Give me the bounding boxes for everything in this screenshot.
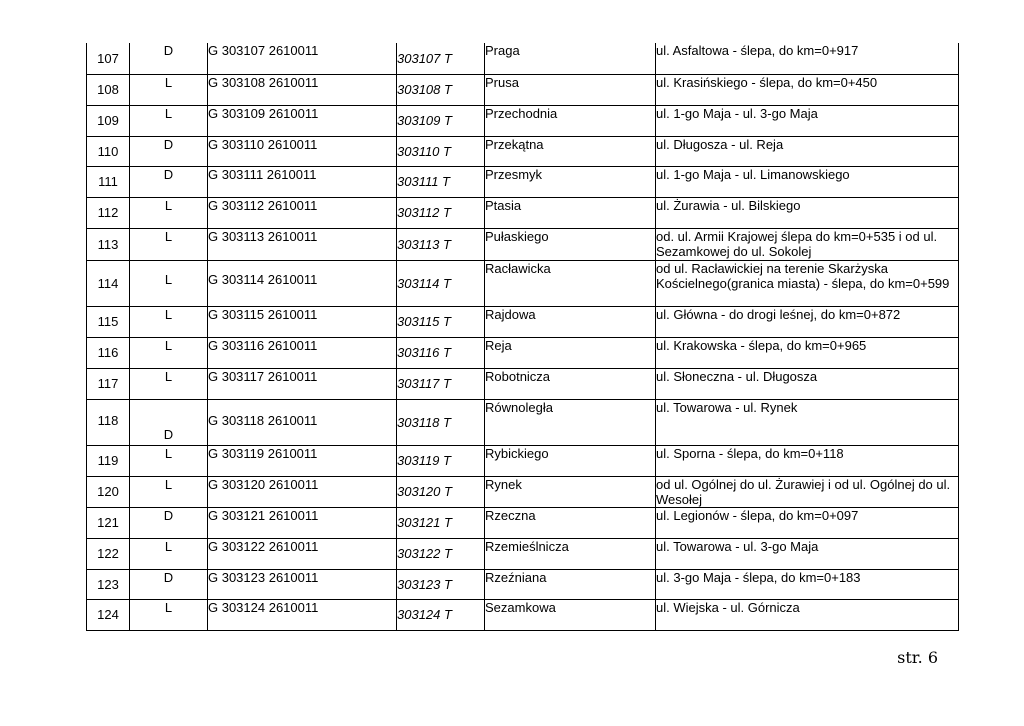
table-row [87, 306, 959, 337]
table-row [87, 228, 959, 260]
road-number: 303107 T [397, 43, 485, 74]
row-number: 121 [87, 507, 130, 538]
road-category: D [130, 136, 208, 166]
road-number: 303119 T [397, 445, 485, 476]
table-row [87, 74, 959, 105]
road-category: D [130, 569, 208, 599]
road-route: ul. Wiejska - ul. Górnicza [656, 599, 959, 630]
table-row [87, 507, 959, 538]
road-code: G 303111 2610011 [208, 166, 397, 197]
road-code: G 303109 2610011 [208, 105, 397, 136]
road-category: L [130, 476, 208, 507]
road-code: G 303124 2610011 [208, 599, 397, 630]
road-route: od ul. Racławickiej na terenie Skarżyska Kościelnego(granica miasta) - ślepa, do km=0+599 [656, 260, 959, 306]
row-number: 109 [87, 105, 130, 136]
road-route: ul. Asfaltowa - ślepa, do km=0+917 [656, 43, 959, 74]
road-route: ul. Legionów - ślepa, do km=0+097 [656, 507, 959, 538]
table-row [87, 166, 959, 197]
road-code: G 303115 2610011 [208, 306, 397, 337]
road-category: L [130, 599, 208, 630]
row-number: 123 [87, 569, 130, 599]
road-code: G 303107 2610011 [208, 43, 397, 74]
table-row [87, 476, 959, 507]
row-number: 122 [87, 538, 130, 569]
row-number: 112 [87, 197, 130, 228]
road-number: 303116 T [397, 337, 485, 368]
road-route: ul. Krakowska - ślepa, do km=0+965 [656, 337, 959, 368]
road-category: L [130, 260, 208, 306]
table-row [87, 43, 959, 74]
road-category: D [130, 507, 208, 538]
row-number: 113 [87, 228, 130, 260]
table-row [87, 368, 959, 399]
road-code: G 303119 2610011 [208, 445, 397, 476]
road-category: L [130, 228, 208, 260]
road-category: L [130, 368, 208, 399]
road-route: ul. Słoneczna - ul. Długosza [656, 368, 959, 399]
row-number: 114 [87, 260, 130, 306]
road-number: 303111 T [397, 166, 485, 197]
street-name: Praga [485, 43, 656, 74]
road-number: 303109 T [397, 105, 485, 136]
street-name: Racławicka [485, 260, 656, 306]
road-number: 303122 T [397, 538, 485, 569]
table-row [87, 569, 959, 599]
table-row [87, 105, 959, 136]
street-name: Pułaskiego [485, 228, 656, 260]
road-category: L [130, 74, 208, 105]
street-name: Robotnicza [485, 368, 656, 399]
road-code: G 303113 2610011 [208, 228, 397, 260]
street-name: Ptasia [485, 197, 656, 228]
street-name: Prusa [485, 74, 656, 105]
page-number: str. 6 [897, 648, 938, 667]
road-number: 303120 T [397, 476, 485, 507]
table-row [87, 136, 959, 166]
row-number: 119 [87, 445, 130, 476]
row-number: 107 [87, 43, 130, 74]
road-number: 303117 T [397, 368, 485, 399]
street-name: Równoległa [485, 399, 656, 445]
road-category: D [130, 166, 208, 197]
road-number: 303110 T [397, 136, 485, 166]
road-code: G 303116 2610011 [208, 337, 397, 368]
street-name: Przechodnia [485, 105, 656, 136]
roads-table [86, 43, 959, 631]
street-name: Rzemieślnicza [485, 538, 656, 569]
row-number: 111 [87, 166, 130, 197]
road-category: L [130, 105, 208, 136]
road-number: 303124 T [397, 599, 485, 630]
road-route: od. ul. Armii Krajowej ślepa do km=0+535 i od ul. Sezamkowej do ul. Sokolej [656, 228, 959, 260]
road-code: G 303121 2610011 [208, 507, 397, 538]
table-row [87, 260, 959, 306]
row-number: 116 [87, 337, 130, 368]
street-name: Przekątna [485, 136, 656, 166]
road-number: 303118 T [397, 399, 485, 445]
road-category: D [130, 399, 208, 445]
table-row [87, 337, 959, 368]
road-code: G 303122 2610011 [208, 538, 397, 569]
road-route: ul. Żurawia - ul. Bilskiego [656, 197, 959, 228]
table-row [87, 399, 959, 445]
road-code: G 303114 2610011 [208, 260, 397, 306]
street-name: Rynek [485, 476, 656, 507]
street-name: Przesmyk [485, 166, 656, 197]
road-route: ul. Towarowa - ul. Rynek [656, 399, 959, 445]
road-number: 303114 T [397, 260, 485, 306]
street-name: Rzeczna [485, 507, 656, 538]
road-category: L [130, 445, 208, 476]
street-name: Sezamkowa [485, 599, 656, 630]
road-code: G 303123 2610011 [208, 569, 397, 599]
road-category: D [130, 43, 208, 74]
road-route: ul. Długosza - ul. Reja [656, 136, 959, 166]
road-number: 303112 T [397, 197, 485, 228]
road-code: G 303117 2610011 [208, 368, 397, 399]
road-route: ul. Towarowa - ul. 3-go Maja [656, 538, 959, 569]
road-code: G 303110 2610011 [208, 136, 397, 166]
road-number: 303121 T [397, 507, 485, 538]
row-number: 115 [87, 306, 130, 337]
road-category: L [130, 337, 208, 368]
road-category: L [130, 197, 208, 228]
road-number: 303113 T [397, 228, 485, 260]
row-number: 118 [87, 399, 130, 445]
street-name: Reja [485, 337, 656, 368]
road-category: L [130, 306, 208, 337]
road-route: ul. Krasińskiego - ślepa, do km=0+450 [656, 74, 959, 105]
street-name: Rybickiego [485, 445, 656, 476]
table-row [87, 445, 959, 476]
road-code: G 303118 2610011 [208, 399, 397, 445]
road-category: L [130, 538, 208, 569]
row-number: 108 [87, 74, 130, 105]
road-route: ul. 3-go Maja - ślepa, do km=0+183 [656, 569, 959, 599]
road-route: ul. 1-go Maja - ul. 3-go Maja [656, 105, 959, 136]
road-code: G 303112 2610011 [208, 197, 397, 228]
road-route: ul. Główna - do drogi leśnej, do km=0+872 [656, 306, 959, 337]
table-row [87, 197, 959, 228]
street-name: Rzeźniana [485, 569, 656, 599]
road-route: ul. Sporna - ślepa, do km=0+118 [656, 445, 959, 476]
road-route: ul. 1-go Maja - ul. Limanowskiego [656, 166, 959, 197]
table-row [87, 538, 959, 569]
road-code: G 303120 2610011 [208, 476, 397, 507]
table-row [87, 599, 959, 630]
road-number: 303115 T [397, 306, 485, 337]
street-name: Rajdowa [485, 306, 656, 337]
row-number: 110 [87, 136, 130, 166]
road-code: G 303108 2610011 [208, 74, 397, 105]
road-number: 303123 T [397, 569, 485, 599]
row-number: 117 [87, 368, 130, 399]
row-number: 120 [87, 476, 130, 507]
road-number: 303108 T [397, 74, 485, 105]
roads-table-body [87, 43, 959, 630]
row-number: 124 [87, 599, 130, 630]
road-route: od ul. Ogólnej do ul. Żurawiej i od ul. Ogólnej do ul. Wesołej [656, 476, 959, 507]
